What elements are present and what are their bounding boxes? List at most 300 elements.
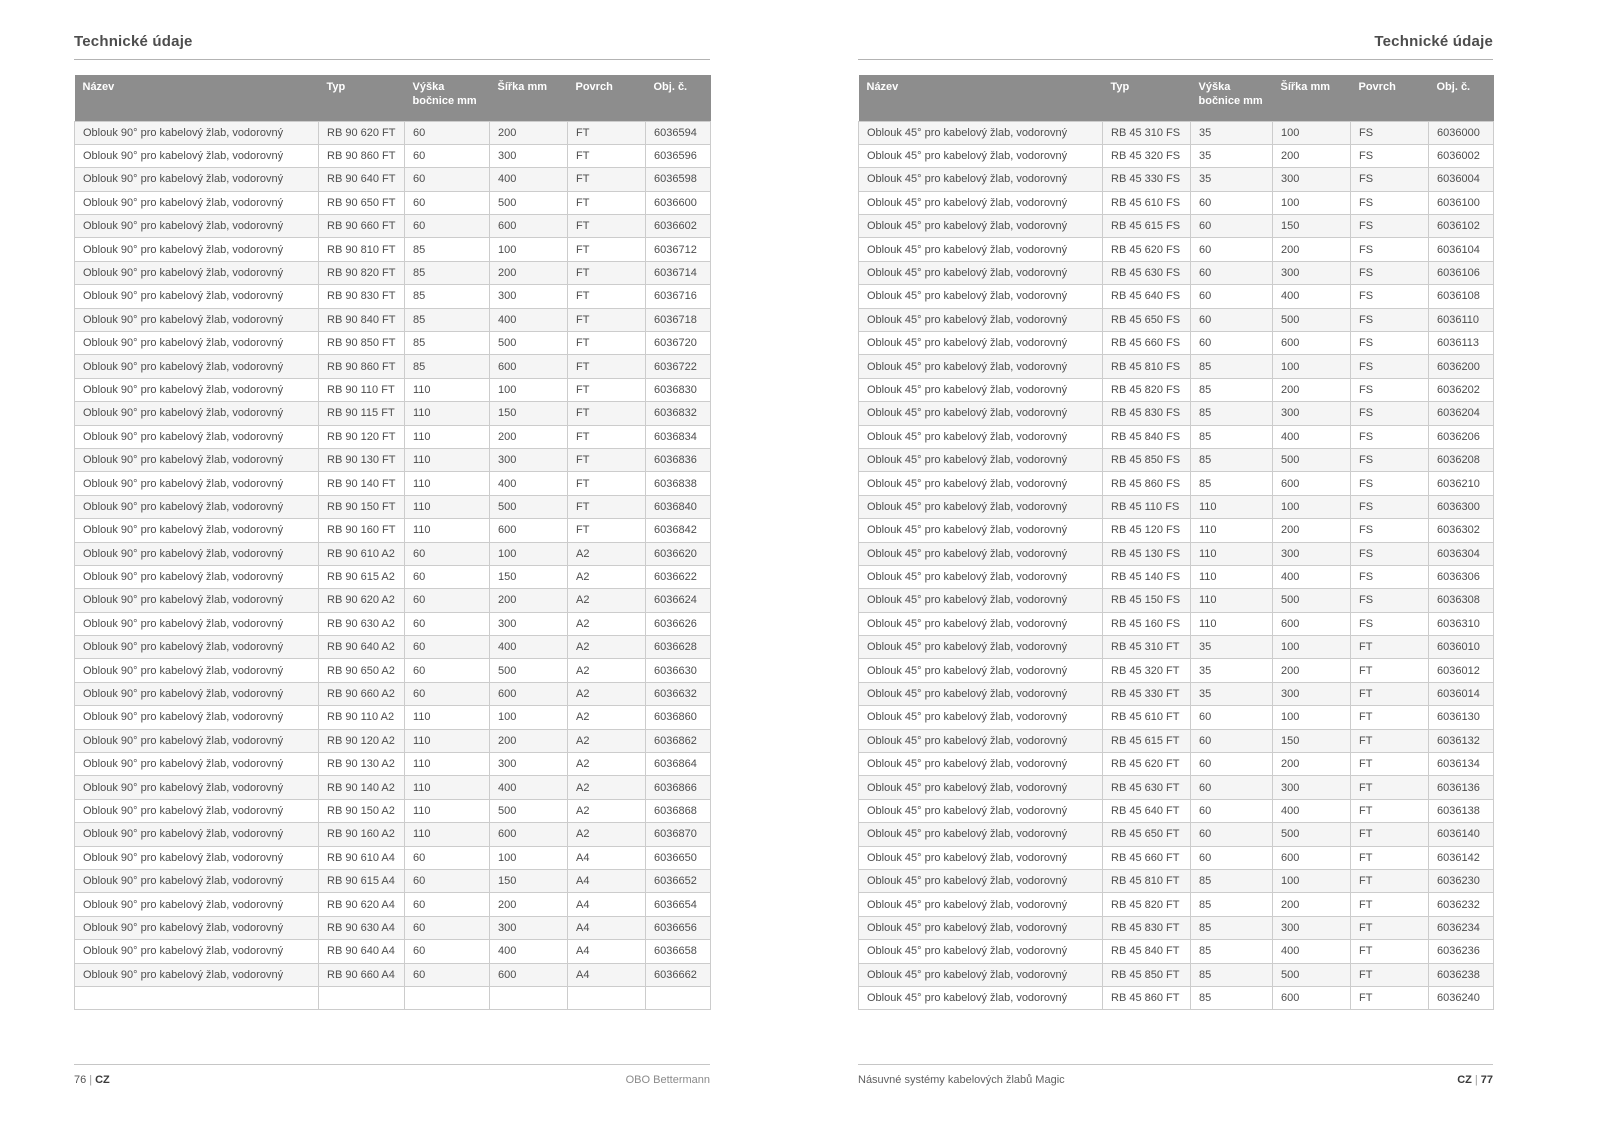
table-cell: 500 bbox=[1273, 589, 1351, 612]
table-cell: 300 bbox=[490, 612, 568, 635]
table-cell: FS bbox=[1351, 285, 1429, 308]
table-cell: A2 bbox=[568, 776, 646, 799]
table-cell: 60 bbox=[1191, 776, 1273, 799]
table-cell: 100 bbox=[490, 542, 568, 565]
table-cell: 6036210 bbox=[1429, 472, 1494, 495]
table-row bbox=[75, 753, 711, 776]
table-cell: RB 90 130 FT bbox=[319, 448, 405, 471]
footer-divider: | bbox=[89, 1074, 93, 1086]
table-cell: FS bbox=[1351, 332, 1429, 355]
table-cell: 400 bbox=[490, 636, 568, 659]
table-cell: Oblouk 45° pro kabelový žlab, vodorovný bbox=[859, 636, 1103, 659]
table-cell: 60 bbox=[405, 215, 490, 238]
table-cell: 60 bbox=[405, 542, 490, 565]
table-cell: 60 bbox=[405, 893, 490, 916]
table-cell: RB 45 850 FS bbox=[1103, 448, 1191, 471]
table-cell: Oblouk 45° pro kabelový žlab, vodorovný bbox=[859, 846, 1103, 869]
table-row bbox=[75, 215, 711, 238]
table-cell: Oblouk 45° pro kabelový žlab, vodorovný bbox=[859, 963, 1103, 986]
table-cell: 6036630 bbox=[646, 659, 711, 682]
table-cell: 300 bbox=[1273, 168, 1351, 191]
table-cell: 6036650 bbox=[646, 846, 711, 869]
table-row bbox=[859, 332, 1494, 355]
table-header-row bbox=[75, 75, 711, 121]
table-row bbox=[75, 191, 711, 214]
table-cell: 60 bbox=[1191, 238, 1273, 261]
table-cell: FT bbox=[568, 448, 646, 471]
table-cell: RB 45 310 FS bbox=[1103, 121, 1191, 144]
table-cell: 85 bbox=[405, 308, 490, 331]
table-cell: Oblouk 90° pro kabelový žlab, vodorovný bbox=[75, 916, 319, 939]
table-cell: 110 bbox=[405, 425, 490, 448]
table-cell: RB 45 140 FS bbox=[1103, 565, 1191, 588]
table-cell: RB 90 615 A2 bbox=[319, 565, 405, 588]
table-cell: Oblouk 45° pro kabelový žlab, vodorovný bbox=[859, 682, 1103, 705]
table-cell: 6036308 bbox=[1429, 589, 1494, 612]
table-cell: RB 90 115 FT bbox=[319, 402, 405, 425]
table-cell: 150 bbox=[490, 565, 568, 588]
table-cell: Oblouk 90° pro kabelový žlab, vodorovný bbox=[75, 589, 319, 612]
table-cell: Oblouk 45° pro kabelový žlab, vodorovný bbox=[859, 191, 1103, 214]
table-cell: 500 bbox=[490, 659, 568, 682]
table-cell: Oblouk 90° pro kabelový žlab, vodorovný bbox=[75, 893, 319, 916]
table-cell: RB 45 630 FT bbox=[1103, 776, 1191, 799]
table-cell: A2 bbox=[568, 799, 646, 822]
table-row bbox=[859, 215, 1494, 238]
table-cell: RB 90 810 FT bbox=[319, 238, 405, 261]
table-cell: FT bbox=[568, 238, 646, 261]
table-cell: 6036860 bbox=[646, 706, 711, 729]
table-cell: FT bbox=[568, 519, 646, 542]
table-cell: 60 bbox=[405, 963, 490, 986]
table-cell: 400 bbox=[490, 776, 568, 799]
table-cell: 110 bbox=[405, 799, 490, 822]
page-title: Technické údaje bbox=[74, 33, 710, 60]
table-cell: FS bbox=[1351, 425, 1429, 448]
table-cell: RB 90 160 A2 bbox=[319, 823, 405, 846]
table-cell: 100 bbox=[490, 238, 568, 261]
table-cell: Oblouk 45° pro kabelový žlab, vodorovný bbox=[859, 355, 1103, 378]
table-cell: FS bbox=[1351, 191, 1429, 214]
table-cell: 60 bbox=[405, 589, 490, 612]
table-row bbox=[75, 378, 711, 401]
table-cell: RB 90 630 A4 bbox=[319, 916, 405, 939]
table-cell: 600 bbox=[490, 355, 568, 378]
region-code: CZ bbox=[95, 1074, 110, 1086]
table-cell: 6036004 bbox=[1429, 168, 1494, 191]
table-cell: Oblouk 90° pro kabelový žlab, vodorovný bbox=[75, 144, 319, 167]
table-cell: FT bbox=[568, 168, 646, 191]
table-cell: Oblouk 45° pro kabelový žlab, vodorovný bbox=[859, 215, 1103, 238]
table-cell: 6036232 bbox=[1429, 893, 1494, 916]
table-row bbox=[859, 355, 1494, 378]
table-cell: Oblouk 90° pro kabelový žlab, vodorovný bbox=[75, 261, 319, 284]
table-cell: 85 bbox=[405, 332, 490, 355]
table-cell: Oblouk 90° pro kabelový žlab, vodorovný bbox=[75, 402, 319, 425]
table-cell: 110 bbox=[405, 706, 490, 729]
table-row bbox=[75, 940, 711, 963]
table-cell: 200 bbox=[1273, 519, 1351, 542]
table-cell: 500 bbox=[490, 191, 568, 214]
table-cell: Oblouk 45° pro kabelový žlab, vodorovný bbox=[859, 238, 1103, 261]
table-cell: 110 bbox=[405, 448, 490, 471]
table-cell: Oblouk 90° pro kabelový žlab, vodorovný bbox=[75, 963, 319, 986]
table-cell: 6036838 bbox=[646, 472, 711, 495]
table-cell: 400 bbox=[1273, 425, 1351, 448]
table-row bbox=[75, 308, 711, 331]
table-cell: RB 45 860 FS bbox=[1103, 472, 1191, 495]
table-cell: 200 bbox=[1273, 753, 1351, 776]
table-row bbox=[75, 168, 711, 191]
table-row bbox=[859, 191, 1494, 214]
table-cell: 6036870 bbox=[646, 823, 711, 846]
table-cell: 60 bbox=[405, 870, 490, 893]
table-row bbox=[75, 916, 711, 939]
table-row bbox=[75, 776, 711, 799]
table-cell: Oblouk 90° pro kabelový žlab, vodorovný bbox=[75, 191, 319, 214]
table-cell: RB 45 130 FS bbox=[1103, 542, 1191, 565]
table-cell: 200 bbox=[1273, 238, 1351, 261]
table-cell: 200 bbox=[490, 261, 568, 284]
column-header: Název bbox=[75, 75, 319, 121]
table-cell: 6036718 bbox=[646, 308, 711, 331]
table-cell: Oblouk 45° pro kabelový žlab, vodorovný bbox=[859, 519, 1103, 542]
table-row bbox=[859, 285, 1494, 308]
table-row bbox=[75, 659, 711, 682]
table-cell: 110 bbox=[1191, 612, 1273, 635]
table-cell: 100 bbox=[1273, 706, 1351, 729]
table-cell: 600 bbox=[1273, 332, 1351, 355]
table-cell: Oblouk 90° pro kabelový žlab, vodorovný bbox=[75, 121, 319, 144]
column-header: Výška bočnice mm bbox=[405, 75, 490, 121]
table-cell: Oblouk 90° pro kabelový žlab, vodorovný bbox=[75, 285, 319, 308]
table-cell: 60 bbox=[405, 659, 490, 682]
table-cell: 300 bbox=[1273, 261, 1351, 284]
table-cell: 60 bbox=[405, 191, 490, 214]
table-cell: Oblouk 45° pro kabelový žlab, vodorovný bbox=[859, 940, 1103, 963]
table-cell: FS bbox=[1351, 495, 1429, 518]
table-cell: 6036624 bbox=[646, 589, 711, 612]
products-table-right bbox=[858, 75, 1494, 1010]
table-row bbox=[75, 472, 711, 495]
table-cell: 100 bbox=[1273, 495, 1351, 518]
table-cell: 6036310 bbox=[1429, 612, 1494, 635]
table-row bbox=[75, 402, 711, 425]
table-cell: A2 bbox=[568, 659, 646, 682]
table-cell: FS bbox=[1351, 448, 1429, 471]
table-cell: 60 bbox=[1191, 261, 1273, 284]
table-cell: Oblouk 45° pro kabelový žlab, vodorovný bbox=[859, 144, 1103, 167]
table-cell: FT bbox=[1351, 963, 1429, 986]
footer-divider: | bbox=[1474, 1074, 1478, 1086]
table-cell: 200 bbox=[1273, 893, 1351, 916]
table-cell: RB 45 820 FS bbox=[1103, 378, 1191, 401]
table-cell: FT bbox=[1351, 776, 1429, 799]
table-row bbox=[75, 238, 711, 261]
table-cell: 60 bbox=[1191, 729, 1273, 752]
table-cell: FS bbox=[1351, 402, 1429, 425]
table-cell: RB 90 150 A2 bbox=[319, 799, 405, 822]
table-cell: FT bbox=[568, 121, 646, 144]
table-cell: 300 bbox=[490, 285, 568, 308]
table-cell: RB 90 140 A2 bbox=[319, 776, 405, 799]
table-cell: RB 90 140 FT bbox=[319, 472, 405, 495]
table-cell: RB 45 615 FS bbox=[1103, 215, 1191, 238]
table-cell: Oblouk 90° pro kabelový žlab, vodorovný bbox=[75, 776, 319, 799]
table-cell: 500 bbox=[1273, 448, 1351, 471]
table-cell: 300 bbox=[490, 448, 568, 471]
table-cell: FT bbox=[1351, 729, 1429, 752]
table-cell bbox=[75, 986, 319, 1009]
table-cell: FS bbox=[1351, 542, 1429, 565]
table-row bbox=[75, 448, 711, 471]
table-cell: RB 90 640 A2 bbox=[319, 636, 405, 659]
table-cell: 6036104 bbox=[1429, 238, 1494, 261]
table-cell: Oblouk 90° pro kabelový žlab, vodorovný bbox=[75, 238, 319, 261]
table-row bbox=[75, 425, 711, 448]
table-cell: 6036102 bbox=[1429, 215, 1494, 238]
table-cell: FS bbox=[1351, 378, 1429, 401]
table-cell: Oblouk 90° pro kabelový žlab, vodorovný bbox=[75, 636, 319, 659]
table-cell: 500 bbox=[1273, 823, 1351, 846]
table-cell: 400 bbox=[1273, 799, 1351, 822]
table-cell: 6036840 bbox=[646, 495, 711, 518]
table-row bbox=[75, 846, 711, 869]
table-cell: A2 bbox=[568, 706, 646, 729]
table-cell: 6036600 bbox=[646, 191, 711, 214]
table-cell: RB 45 620 FT bbox=[1103, 753, 1191, 776]
table-cell: A2 bbox=[568, 682, 646, 705]
table-cell: 110 bbox=[405, 519, 490, 542]
table-cell: 60 bbox=[405, 565, 490, 588]
table-cell: 85 bbox=[1191, 986, 1273, 1009]
table-cell: RB 90 615 A4 bbox=[319, 870, 405, 893]
table-cell: 6036652 bbox=[646, 870, 711, 893]
table-row bbox=[859, 986, 1494, 1009]
table-cell: 6036010 bbox=[1429, 636, 1494, 659]
table-cell: A2 bbox=[568, 589, 646, 612]
table-cell: 85 bbox=[1191, 916, 1273, 939]
table-cell: 35 bbox=[1191, 144, 1273, 167]
table-cell: Oblouk 45° pro kabelový žlab, vodorovný bbox=[859, 753, 1103, 776]
table-cell: Oblouk 90° pro kabelový žlab, vodorovný bbox=[75, 425, 319, 448]
table-cell: Oblouk 45° pro kabelový žlab, vodorovný bbox=[859, 121, 1103, 144]
table-cell: FT bbox=[1351, 823, 1429, 846]
table-row bbox=[75, 799, 711, 822]
table-cell: 200 bbox=[490, 425, 568, 448]
table-row bbox=[859, 940, 1494, 963]
table-cell: 500 bbox=[1273, 963, 1351, 986]
table-cell: 60 bbox=[1191, 332, 1273, 355]
table-cell: RB 45 850 FT bbox=[1103, 963, 1191, 986]
table-cell: 200 bbox=[490, 589, 568, 612]
table-row bbox=[859, 425, 1494, 448]
table-row bbox=[859, 659, 1494, 682]
table-cell: 6036866 bbox=[646, 776, 711, 799]
table-cell: 6036662 bbox=[646, 963, 711, 986]
table-cell: 60 bbox=[1191, 823, 1273, 846]
table-cell: FS bbox=[1351, 589, 1429, 612]
table-cell: FT bbox=[568, 402, 646, 425]
table-cell: 85 bbox=[405, 285, 490, 308]
table-cell: A4 bbox=[568, 893, 646, 916]
table-cell: 6036594 bbox=[646, 121, 711, 144]
table-cell: FS bbox=[1351, 144, 1429, 167]
table-row bbox=[75, 823, 711, 846]
products-table-left bbox=[74, 75, 711, 1010]
table-cell: 200 bbox=[490, 121, 568, 144]
table-cell: 100 bbox=[1273, 355, 1351, 378]
table-cell: Oblouk 90° pro kabelový žlab, vodorovný bbox=[75, 870, 319, 893]
table-cell: 85 bbox=[1191, 425, 1273, 448]
table-cell: Oblouk 45° pro kabelový žlab, vodorovný bbox=[859, 402, 1103, 425]
table-cell: FT bbox=[1351, 846, 1429, 869]
table-cell: Oblouk 45° pro kabelový žlab, vodorovný bbox=[859, 659, 1103, 682]
table-cell: 6036628 bbox=[646, 636, 711, 659]
table-cell: 6036832 bbox=[646, 402, 711, 425]
table-cell: 6036206 bbox=[1429, 425, 1494, 448]
table-cell: FT bbox=[568, 191, 646, 214]
table-cell: 60 bbox=[405, 636, 490, 659]
table-cell: FT bbox=[568, 495, 646, 518]
table-cell: 6036110 bbox=[1429, 308, 1494, 331]
column-header: Šířka mm bbox=[1273, 75, 1351, 121]
table-row bbox=[859, 636, 1494, 659]
table-cell: RB 45 615 FT bbox=[1103, 729, 1191, 752]
table-row bbox=[75, 986, 711, 1009]
table-cell: 300 bbox=[490, 916, 568, 939]
table-cell: 200 bbox=[490, 729, 568, 752]
table-cell: 60 bbox=[405, 940, 490, 963]
table-cell: RB 45 660 FT bbox=[1103, 846, 1191, 869]
table-cell: 85 bbox=[1191, 963, 1273, 986]
table-cell: 6036720 bbox=[646, 332, 711, 355]
table-row bbox=[859, 846, 1494, 869]
table-cell: RB 90 640 A4 bbox=[319, 940, 405, 963]
page-title: Technické údaje bbox=[858, 33, 1493, 60]
table-cell: 150 bbox=[1273, 729, 1351, 752]
table-cell: Oblouk 90° pro kabelový žlab, vodorovný bbox=[75, 308, 319, 331]
table-cell: 6036834 bbox=[646, 425, 711, 448]
table-cell: RB 45 640 FS bbox=[1103, 285, 1191, 308]
table-row bbox=[859, 448, 1494, 471]
table-cell: 6036714 bbox=[646, 261, 711, 284]
table-row bbox=[859, 238, 1494, 261]
table-cell: 500 bbox=[490, 799, 568, 822]
column-header: Povrch bbox=[568, 75, 646, 121]
table-cell: 6036626 bbox=[646, 612, 711, 635]
table-cell: 500 bbox=[490, 332, 568, 355]
table-cell: Oblouk 90° pro kabelový žlab, vodorovný bbox=[75, 706, 319, 729]
table-cell: 6036132 bbox=[1429, 729, 1494, 752]
table-row bbox=[859, 870, 1494, 893]
right-page bbox=[858, 33, 1493, 1010]
table-cell: 200 bbox=[490, 893, 568, 916]
table-row bbox=[75, 144, 711, 167]
table-cell: RB 45 860 FT bbox=[1103, 986, 1191, 1009]
table-row bbox=[75, 706, 711, 729]
table-cell: 100 bbox=[1273, 191, 1351, 214]
table-row bbox=[859, 472, 1494, 495]
table-cell: 6036202 bbox=[1429, 378, 1494, 401]
table-cell: 600 bbox=[490, 963, 568, 986]
table-cell: RB 90 640 FT bbox=[319, 168, 405, 191]
table-cell: 6036842 bbox=[646, 519, 711, 542]
table-cell: Oblouk 90° pro kabelový žlab, vodorovný bbox=[75, 355, 319, 378]
table-cell: 100 bbox=[1273, 870, 1351, 893]
table-cell: FS bbox=[1351, 215, 1429, 238]
table-cell: FT bbox=[1351, 940, 1429, 963]
table-cell: Oblouk 45° pro kabelový žlab, vodorovný bbox=[859, 823, 1103, 846]
table-cell: 600 bbox=[1273, 612, 1351, 635]
table-cell: 600 bbox=[490, 823, 568, 846]
table-cell: 6036302 bbox=[1429, 519, 1494, 542]
table-cell: 85 bbox=[1191, 870, 1273, 893]
table-cell: Oblouk 45° pro kabelový žlab, vodorovný bbox=[859, 472, 1103, 495]
left-page-footer bbox=[74, 1064, 710, 1086]
table-cell: FT bbox=[1351, 753, 1429, 776]
table-row bbox=[859, 519, 1494, 542]
table-cell: 6036656 bbox=[646, 916, 711, 939]
table-cell: Oblouk 90° pro kabelový žlab, vodorovný bbox=[75, 823, 319, 846]
table-cell: RB 90 130 A2 bbox=[319, 753, 405, 776]
table-cell: 400 bbox=[1273, 285, 1351, 308]
table-cell: 60 bbox=[405, 682, 490, 705]
table-cell: 6036304 bbox=[1429, 542, 1494, 565]
table-cell: RB 90 610 A4 bbox=[319, 846, 405, 869]
table-cell: 6036716 bbox=[646, 285, 711, 308]
table-cell: Oblouk 90° pro kabelový žlab, vodorovný bbox=[75, 846, 319, 869]
table-cell: 400 bbox=[490, 308, 568, 331]
table-cell: RB 90 620 A4 bbox=[319, 893, 405, 916]
table-cell: Oblouk 45° pro kabelový žlab, vodorovný bbox=[859, 799, 1103, 822]
table-cell: A4 bbox=[568, 870, 646, 893]
table-cell: 35 bbox=[1191, 636, 1273, 659]
table-cell: FS bbox=[1351, 472, 1429, 495]
page-indicator-left bbox=[74, 1074, 110, 1086]
table-cell: FS bbox=[1351, 355, 1429, 378]
series-title: Násuvné systémy kabelových žlabů Magic bbox=[858, 1074, 1065, 1086]
table-cell: Oblouk 45° pro kabelový žlab, vodorovný bbox=[859, 870, 1103, 893]
table-cell: RB 45 640 FT bbox=[1103, 799, 1191, 822]
table-cell: FT bbox=[568, 425, 646, 448]
table-row bbox=[859, 729, 1494, 752]
table-cell: RB 90 160 FT bbox=[319, 519, 405, 542]
table-cell: 35 bbox=[1191, 168, 1273, 191]
table-cell: 60 bbox=[405, 144, 490, 167]
table-cell: RB 90 620 FT bbox=[319, 121, 405, 144]
column-header: Povrch bbox=[1351, 75, 1429, 121]
table-cell: 60 bbox=[1191, 753, 1273, 776]
table-cell: FT bbox=[1351, 659, 1429, 682]
table-cell: 35 bbox=[1191, 682, 1273, 705]
table-cell: 6036002 bbox=[1429, 144, 1494, 167]
table-cell: 200 bbox=[1273, 659, 1351, 682]
table-cell: 6036602 bbox=[646, 215, 711, 238]
table-cell: RB 45 330 FS bbox=[1103, 168, 1191, 191]
table-cell: 100 bbox=[490, 378, 568, 401]
table-cell: A2 bbox=[568, 823, 646, 846]
table-cell: Oblouk 45° pro kabelový žlab, vodorovný bbox=[859, 776, 1103, 799]
table-row bbox=[859, 776, 1494, 799]
table-cell: RB 45 110 FS bbox=[1103, 495, 1191, 518]
table-cell: 6036138 bbox=[1429, 799, 1494, 822]
table-cell: RB 45 650 FT bbox=[1103, 823, 1191, 846]
table-cell: RB 45 610 FS bbox=[1103, 191, 1191, 214]
table-cell bbox=[490, 986, 568, 1009]
table-header-row bbox=[859, 75, 1494, 121]
table-cell: RB 90 660 FT bbox=[319, 215, 405, 238]
